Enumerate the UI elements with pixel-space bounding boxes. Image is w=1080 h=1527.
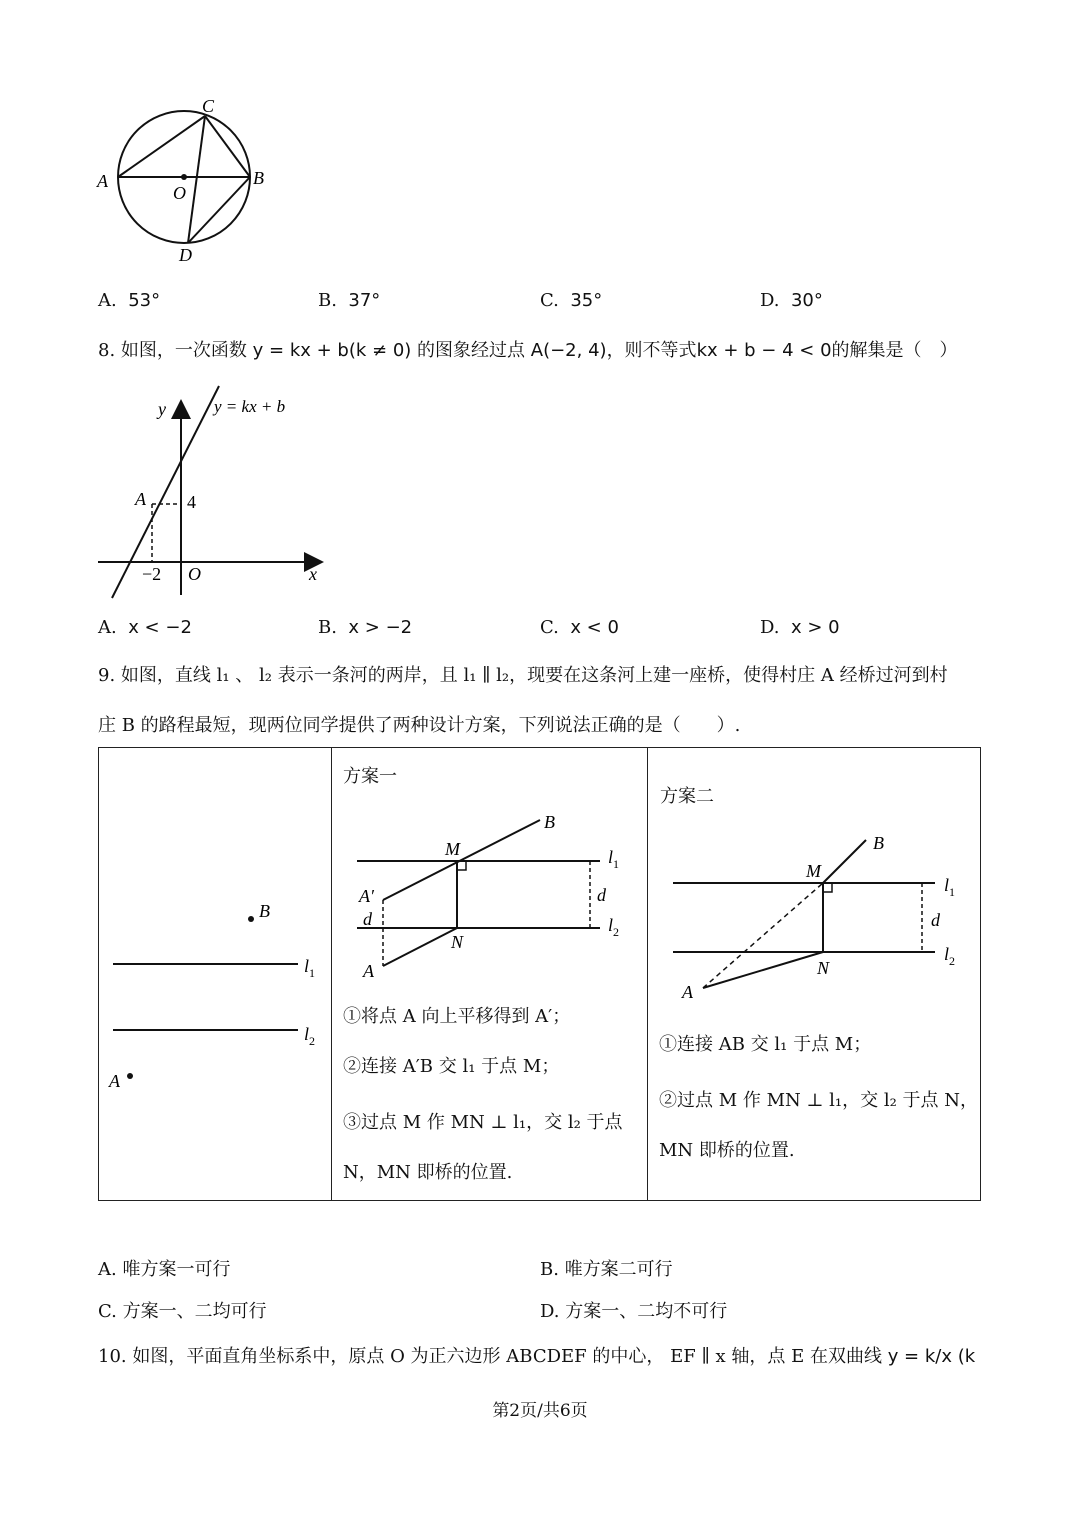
q9-question-line2: 庄 B 的路程最短，现两位同学提供了两种设计方案，下列说法正确的是（ ）. <box>98 715 741 736</box>
q9-base-label-l2: $l_2$ <box>304 1024 316 1048</box>
q8-label-neg2: −2 <box>142 564 162 584</box>
q9-option-c: C. 方案一、二均可行 <box>98 1301 267 1322</box>
q9-plan1-title: 方案一 <box>343 766 397 787</box>
q9-plan1-label-b: B <box>544 812 555 832</box>
q8-label-o: O <box>188 564 201 584</box>
q9-plan1-label-d-right: d <box>597 885 606 905</box>
q9-plan1-label-a: A <box>363 961 374 981</box>
q8-label-a: A <box>135 489 146 509</box>
q9-plan2-step1: ①连接 AB 交 l₁ 于点 M； <box>659 1034 872 1055</box>
q9-option-b: B. 唯方案二可行 <box>540 1259 673 1280</box>
q9-option-a: A. 唯方案一可行 <box>98 1259 231 1280</box>
q10-question-text: 10. 如图，平面直角坐标系中，原点 O 为正六边形 ABCDEF 的中心， EF ∥ x 轴，点 E 在双曲线 y = k/x (k <box>98 1346 976 1367</box>
q9-plan2-step2: ②过点 M 作 MN ⊥ l₁，交 l₂ 于点 N， <box>659 1090 979 1111</box>
page-footer: 第2页/共6页 <box>492 1401 588 1421</box>
q8-question-text: 8. 如图，一次函数 y = kx + b(k ≠ 0) 的图象经过点 A(−2, 4)，则不等式kx + b − 4 < 0的解集是（ ） <box>98 340 958 361</box>
q9-plan2-label-l1: $l_1$ <box>944 875 956 899</box>
q9-question-line1: 9. 如图，直线 l₁ 、 l₂ 表示一条河的两岸，且 l₁ ∥ l₂，现要在这条河上建一座桥，使得村庄 A 经桥过河到村 <box>98 665 948 686</box>
q7-option-d: D. 30° <box>760 290 823 311</box>
q9-plan2-label-m: M <box>806 861 821 881</box>
q9-table-divider-1 <box>331 747 332 1201</box>
q9-plan2-step3: MN 即桥的位置. <box>659 1140 795 1161</box>
q7-label-a: A <box>97 171 108 191</box>
q9-base-figure <box>100 890 328 1100</box>
q8-option-b: B. x > −2 <box>318 617 413 638</box>
q8-label-line: y = kx + b <box>214 397 286 416</box>
q9-plan2-label-n: N <box>817 958 830 978</box>
q8-label-4: 4 <box>187 492 196 512</box>
q9-plan2-title: 方案二 <box>660 786 714 807</box>
q8-label-y: y <box>158 399 166 419</box>
q7-label-c: C <box>202 96 215 116</box>
q7-option-b: B. 37° <box>318 290 381 311</box>
q9-base-label-a: A <box>109 1071 120 1091</box>
q7-circle-figure <box>90 90 290 270</box>
q9-plan1-label-l1: $l_1$ <box>608 847 620 871</box>
q9-plan2-label-l2: $l_2$ <box>944 944 956 968</box>
q8-option-a: A. x < −2 <box>98 617 192 638</box>
q8-option-d: D. x > 0 <box>760 617 840 638</box>
q9-plan1-step1: ①将点 A 向上平移得到 A′； <box>343 1006 571 1027</box>
q8-label-x: x <box>309 564 317 584</box>
q9-plan1-label-aprime: A′ <box>359 886 374 906</box>
q9-plan1-label-d-left: d <box>363 909 372 929</box>
q9-base-label-b: B <box>259 901 270 921</box>
q7-label-b: B <box>253 168 264 188</box>
q9-plan2-label-d: d <box>931 910 940 930</box>
q9-plan1-step2: ②连接 A′B 交 l₁ 于点 M； <box>343 1056 560 1077</box>
q7-label-o: O <box>173 183 186 203</box>
q9-plan1-label-m: M <box>445 839 460 859</box>
q9-plan2-label-a: A <box>682 982 693 1002</box>
q9-plan1-label-l2: $l_2$ <box>608 915 620 939</box>
q8-option-c: C. x < 0 <box>540 617 619 638</box>
q9-plan2-figure <box>660 825 975 1005</box>
q8-line-graph <box>95 383 335 603</box>
q9-plan1-step3a: ③过点 M 作 MN ⊥ l₁，交 l₂ 于点 <box>343 1112 623 1133</box>
q7-label-d: D <box>179 245 192 265</box>
q7-option-a: A. 53° <box>98 290 161 311</box>
q9-plan2-label-b: B <box>873 833 884 853</box>
q9-plan1-step3b: N，MN 即桥的位置. <box>343 1162 513 1183</box>
q9-table-divider-2 <box>647 747 648 1201</box>
q9-plan1-figure <box>340 805 640 990</box>
q7-option-c: C. 35° <box>540 290 603 311</box>
q9-option-d: D. 方案一、二均不可行 <box>540 1301 728 1322</box>
q9-plan1-label-n: N <box>451 932 464 952</box>
q9-base-label-l1: $l_1$ <box>304 956 316 980</box>
